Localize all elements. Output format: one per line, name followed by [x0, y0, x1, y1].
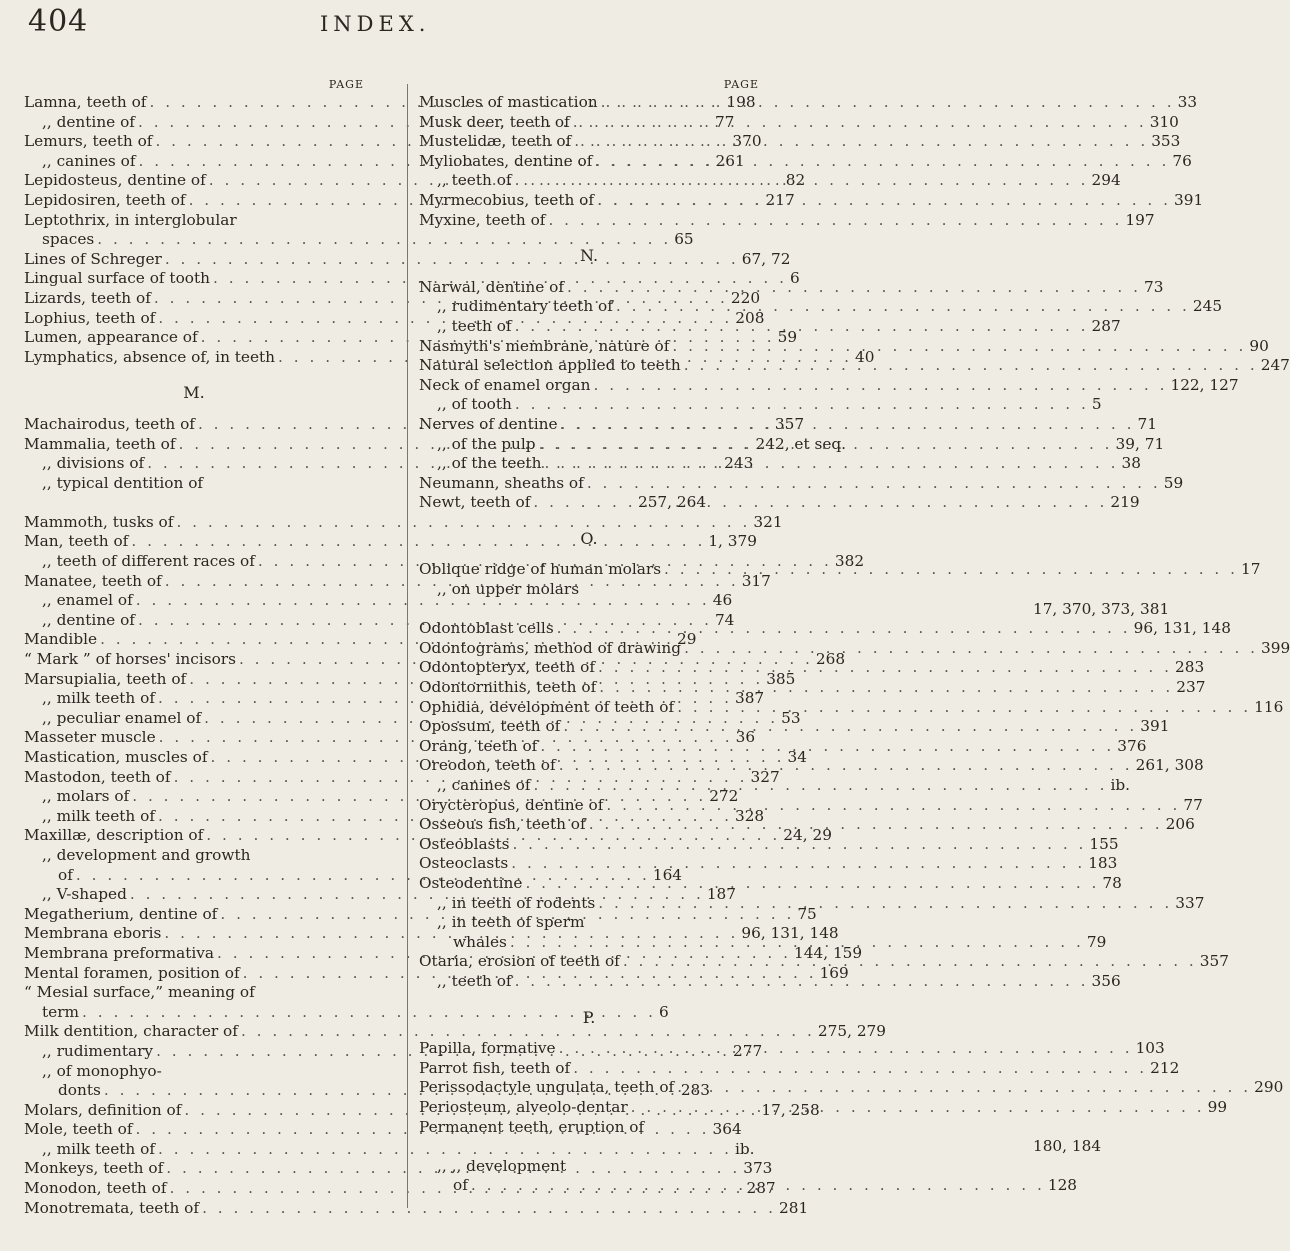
index-pages: 370	[732, 132, 762, 151]
index-term: Oblique ridge of human molars	[419, 560, 662, 579]
leader-dots	[598, 894, 1172, 914]
index-term: Mastodon, teeth of	[24, 767, 171, 786]
section-letter-m: M.	[183, 383, 205, 403]
index-entry	[24, 1062, 364, 1082]
index-pages: 310	[1149, 112, 1179, 131]
index-term: Lizards, teeth of	[24, 288, 151, 307]
index-pages: 353	[1151, 132, 1181, 151]
leader-dots	[559, 1039, 1133, 1059]
index-pages: 357	[774, 414, 805, 433]
index-pages: 144, 159	[794, 943, 863, 962]
index-term: ,, peculiar enamel of	[42, 708, 202, 727]
index-term: ,, milk teeth of	[42, 689, 155, 708]
index-term: Odontograms, method of drawing	[419, 638, 682, 657]
leader-dots	[567, 278, 1141, 298]
index-pages: 34	[787, 748, 807, 766]
index-pages: 5	[1091, 395, 1102, 414]
index-pages: 197	[1125, 210, 1155, 229]
index-pages: 73	[1144, 277, 1164, 296]
index-pages: ib.	[734, 1139, 755, 1158]
index-entry	[24, 512, 783, 533]
index-term: Osteodentine	[419, 873, 523, 892]
index-pages: 164	[652, 865, 683, 884]
index-pages: 212	[1150, 1058, 1180, 1077]
index-pages: 287	[1091, 316, 1121, 335]
index-entry	[24, 532, 757, 552]
index-term: Monkeys, teeth of	[24, 1159, 164, 1178]
index-term: ,, of monophyo-	[42, 1061, 162, 1080]
index-pages: 59	[1163, 473, 1184, 492]
index-pages: 391	[1174, 190, 1204, 209]
index-term: Mastication, muscles of	[24, 748, 208, 766]
index-pages: 74	[714, 610, 735, 629]
page-column-label: PAGE	[328, 78, 364, 91]
index-pages: 33	[1177, 93, 1198, 111]
index-term: Lamna, teeth of	[24, 93, 147, 111]
index-pages: 385	[766, 669, 796, 688]
index-term: Lymphatics, absence of, in teeth	[24, 347, 276, 366]
leader-dots	[599, 678, 1173, 698]
index-term: ,, teeth of	[437, 971, 512, 990]
index-term: ,, rudimentary teeth of	[437, 297, 613, 316]
index-pages: 243	[724, 454, 754, 473]
index-term: Narwal, dentine of	[419, 277, 565, 296]
index-term: ,, teeth of different races of	[42, 552, 255, 571]
index-term: Manatee, teeth of	[24, 571, 162, 590]
index-term: ,, V-shaped	[42, 885, 127, 904]
index-term: ,, of tooth	[437, 395, 512, 414]
index-pages: 24, 29	[783, 826, 832, 845]
index-pages: 128	[1047, 1176, 1078, 1195]
index-pages: 82	[785, 171, 806, 190]
index-pages: 261, 308	[1135, 756, 1204, 775]
index-entry	[419, 1078, 1284, 1098]
index-pages: 76	[1172, 151, 1192, 170]
index-entry	[419, 638, 1290, 659]
index-term: ,, canines of	[42, 151, 136, 170]
index-entry	[419, 1137, 1102, 1157]
index-term: whales	[453, 932, 507, 951]
index-pages: 272	[709, 787, 739, 806]
index-term: Mental foramen, position of	[24, 963, 240, 982]
index-term: Otaria, erosion of teeth of	[419, 952, 620, 971]
leader-dots	[594, 376, 1168, 396]
leader-dots	[677, 1078, 1251, 1098]
leader-dots	[631, 1098, 1205, 1118]
leader-dots	[664, 560, 1238, 580]
index-entry	[419, 854, 1118, 874]
index-pages: 67, 72	[741, 249, 791, 268]
index-pages: 40	[855, 347, 875, 366]
index-term: Permanent teeth, eruption of	[419, 1117, 645, 1136]
index-term: “ Mesial surface,” meaning of	[24, 983, 255, 1002]
index-term: ,, in teeth of sperm	[437, 913, 585, 932]
index-pages: 387	[734, 689, 765, 708]
index-term: Milk dentition, character of	[24, 1022, 238, 1041]
leader-dots	[684, 639, 1258, 659]
index-pages: 206	[1165, 815, 1195, 834]
leader-dots	[598, 658, 1172, 678]
index-term: Opossum, teeth of	[419, 717, 561, 736]
index-pages: 373	[743, 1159, 773, 1178]
index-entry	[24, 1022, 887, 1042]
leader-dots	[587, 474, 1161, 494]
index-entry	[419, 151, 1192, 172]
index-pages: 96, 131, 148	[741, 924, 839, 943]
index-entry	[419, 473, 1184, 494]
index-term: donts	[58, 1081, 101, 1100]
index-term: Monotremata, teeth of	[24, 1198, 200, 1217]
index-term: Mole, teeth of	[24, 1120, 133, 1139]
index-term: Man, teeth of	[24, 532, 129, 551]
index-pages: 217	[765, 190, 795, 209]
index-entry	[24, 249, 791, 270]
index-term: ,, ,, development	[437, 1156, 567, 1175]
index-term: Marsupialia, teeth of	[24, 669, 187, 688]
index-pages: 337	[1175, 893, 1205, 912]
leader-dots	[548, 211, 1122, 231]
index-pages: 357	[1199, 952, 1229, 971]
index-term: Monodon, teeth of	[24, 1179, 167, 1198]
leader-dots	[573, 113, 1147, 133]
index-term: Lumen, appearance of	[24, 328, 198, 347]
leader-dots	[677, 698, 1251, 718]
index-term: Mammalia, teeth of	[24, 434, 176, 453]
page-number: 404	[28, 4, 89, 39]
index-term: Ophidia, development of teeth of	[419, 697, 675, 716]
index-entry	[419, 1157, 759, 1177]
index-pages: 38	[1121, 454, 1141, 473]
index-term: Lepidosiren, teeth of	[24, 190, 186, 209]
index-pages: 46	[712, 591, 733, 610]
index-pages: 1, 379	[708, 532, 757, 551]
index-entry	[419, 454, 1141, 474]
index-pages: 281	[779, 1198, 809, 1217]
index-pages: 78	[1102, 873, 1122, 892]
index-term: Lines of Schreger	[24, 249, 162, 268]
leader-dots	[471, 1176, 1045, 1196]
index-pages: 90	[1249, 336, 1269, 355]
index-pages: 382	[834, 552, 865, 571]
index-pages: 75	[797, 904, 817, 923]
index-term: Papilla, formative	[419, 1039, 556, 1058]
index-pages: 268	[815, 650, 846, 669]
index-entry	[419, 1118, 759, 1138]
index-pages: ib.	[1110, 776, 1131, 794]
index-pages: 77	[714, 112, 735, 131]
index-term: Orang, teeth of	[419, 736, 538, 755]
index-entry	[419, 580, 759, 600]
index-pages: 245	[1192, 297, 1223, 316]
index-entry	[24, 230, 694, 250]
index-term: Musk deer, teeth of	[419, 112, 570, 131]
index-pages: 103	[1135, 1039, 1165, 1058]
index-term: ,, canines of	[437, 776, 531, 794]
index-pages: 219	[1110, 493, 1140, 512]
index-term: Molars, definition of	[24, 1100, 182, 1119]
leader-dots	[534, 776, 1108, 796]
index-pages: 79	[1086, 932, 1107, 951]
index-term: Lingual surface of tooth	[24, 269, 210, 288]
index-term: ,, milk teeth of	[42, 806, 155, 825]
index-pages: 59	[777, 328, 798, 347]
leader-dots	[510, 933, 1084, 953]
leader-dots	[557, 619, 1131, 639]
index-term: Nerves of dentine	[419, 414, 558, 433]
index-term: Nasmyth's membrane, nature of	[419, 336, 670, 355]
index-entry	[419, 599, 1170, 620]
index-entry	[419, 873, 1122, 894]
column-divider	[407, 84, 408, 1208]
index-pages: 39, 71	[1115, 434, 1165, 453]
index-entry	[24, 1198, 809, 1219]
index-term: Osteoblasts	[419, 834, 510, 853]
index-term: Oreodon, teeth of	[419, 756, 556, 775]
leader-dots	[595, 152, 1169, 172]
index-pages: 220	[730, 288, 761, 307]
leader-dots	[545, 454, 1119, 474]
index-term: Newt, teeth of	[419, 493, 531, 512]
section-letter-n: N.	[579, 246, 599, 266]
index-term: Mammoth, tusks of	[24, 512, 174, 531]
index-term: Megatherium, dentine of	[24, 904, 218, 923]
running-head: INDEX.	[320, 12, 431, 36]
index-entry	[419, 112, 1179, 133]
index-pages: 247	[1260, 356, 1290, 375]
index-pages: 96, 131, 148	[1133, 619, 1231, 638]
index-pages: 65	[674, 230, 694, 249]
index-pages: 391	[1140, 717, 1170, 736]
leader-dots	[540, 737, 1114, 757]
leader-dots	[533, 493, 1107, 513]
index-term: Lemurs, teeth of	[24, 132, 153, 151]
index-entry	[419, 132, 1181, 152]
leader-dots	[525, 874, 1099, 894]
leader-dots	[511, 854, 1085, 874]
leader-dots	[623, 952, 1197, 972]
leader-dots	[515, 171, 1089, 191]
index-term: Membrana eboris	[24, 924, 162, 943]
index-term: Osteoclasts	[419, 854, 509, 873]
index-pages: 277	[733, 1041, 763, 1060]
index-term: Machairodus, teeth of	[24, 414, 195, 433]
leader-dots	[573, 1059, 1147, 1079]
index-pages: 53	[781, 708, 801, 727]
index-entry	[419, 1058, 1180, 1079]
index-term: Mustelidæ, teeth of	[419, 132, 572, 151]
index-entry	[24, 1002, 669, 1023]
index-pages: 6	[789, 269, 800, 288]
index-pages: 261	[715, 151, 745, 170]
index-term: of	[58, 865, 73, 884]
index-pages: 169	[819, 963, 849, 982]
index-pages: 294	[1091, 171, 1121, 190]
index-pages: 17, 258	[761, 1100, 820, 1119]
leader-dots	[672, 337, 1246, 357]
index-entry	[419, 913, 759, 933]
index-pages: 283	[680, 1081, 711, 1100]
index-entry	[24, 1139, 755, 1160]
leader-dots	[597, 191, 1171, 211]
index-term: Odontopteryx, teeth of	[419, 658, 596, 677]
index-term: Periosteum, alveolo-dentar	[419, 1097, 628, 1116]
index-term: ,, of the teeth	[437, 454, 542, 473]
index-term: Parrot fish, teeth of	[419, 1058, 571, 1077]
index-term: Odontornithis, teeth of	[419, 678, 597, 697]
index-entry	[419, 619, 1231, 639]
index-pages: 242, et seq.	[755, 434, 847, 453]
index-term: Neumann, sheaths of	[419, 473, 584, 492]
index-term: ,, on upper molars	[437, 580, 580, 599]
index-pages: 36	[735, 728, 756, 747]
leader-dots	[606, 796, 1180, 816]
index-pages: 17	[1241, 560, 1261, 579]
index-entry	[24, 1179, 776, 1199]
section-letter-o: O.	[580, 528, 598, 548]
index-pages: 290	[1254, 1078, 1284, 1097]
index-pages: 122, 127	[1170, 375, 1239, 394]
index-pages: 116	[1254, 697, 1284, 716]
index-term: Osseous fish, teeth of	[419, 815, 586, 834]
index-term: Neck of enamel organ	[419, 375, 591, 394]
index-entry	[419, 375, 1239, 396]
leader-dots	[601, 93, 1175, 113]
index-term: Muscles of mastication	[419, 93, 598, 111]
index-term: Leptothrix, in interglobular	[24, 210, 237, 229]
index-entry	[419, 493, 1140, 513]
index-term: Membrana preformativa	[24, 943, 215, 962]
leader-dots	[563, 717, 1137, 737]
index-pages: 155	[1089, 834, 1119, 853]
index-pages: 6	[659, 1002, 669, 1021]
index-term: Orycteropus, dentine of	[419, 795, 604, 814]
leader-dots	[539, 435, 1113, 455]
index-pages: 257, 264	[637, 493, 707, 512]
index-pages: 198	[726, 93, 756, 111]
index-entry	[24, 591, 733, 611]
index-pages: 317	[741, 571, 771, 590]
index-term: ,, of the pulp	[437, 434, 536, 453]
index-pages: 364	[712, 1120, 742, 1139]
index-term: Odontoblast cells	[419, 619, 554, 638]
index-pages: 183	[1088, 854, 1118, 873]
index-entry	[24, 308, 765, 329]
index-term: Myliobates, dentine of	[419, 151, 593, 170]
index-pages: 99	[1207, 1097, 1228, 1116]
leader-dots	[589, 815, 1163, 835]
index-pages: 71	[1137, 414, 1157, 433]
index-pages: 275, 279	[817, 1022, 887, 1041]
leader-dots	[515, 317, 1089, 337]
index-entry	[24, 983, 364, 1003]
index-entry	[24, 474, 364, 494]
index-term: Perissodactyle ungulata, teeth of	[419, 1078, 675, 1097]
index-pages: 328	[734, 806, 765, 825]
index-pages: 17, 370, 373, 381	[1032, 599, 1170, 618]
index-term: ,, typical dentition of	[42, 473, 204, 492]
index-term: Myxine, teeth of	[419, 210, 546, 229]
leader-dots	[561, 415, 1135, 435]
index-pages: 180, 184	[1032, 1137, 1102, 1156]
leader-dots	[202, 1199, 776, 1219]
index-term: term	[42, 1002, 80, 1021]
leader-dots	[512, 835, 1086, 855]
index-term: ,, rudimentary	[42, 1041, 154, 1060]
index-entry	[24, 211, 364, 231]
index-term: Masseter muscle	[24, 728, 156, 747]
page-column-label: PAGE	[723, 78, 759, 91]
index-pages: 356	[1091, 971, 1121, 990]
index-term: ,, enamel of	[42, 591, 133, 610]
index-term: ,, divisions of	[42, 454, 145, 473]
leader-dots	[616, 297, 1190, 317]
index-pages: 77	[1183, 795, 1203, 814]
index-pages: 237	[1176, 678, 1206, 697]
leader-dots	[515, 395, 1089, 415]
index-entry	[24, 846, 364, 866]
index-entry	[419, 210, 1155, 231]
index-term: Natural selection applied to teeth	[419, 356, 681, 375]
index-pages: 399	[1261, 638, 1290, 657]
index-term: ,, dentine of	[42, 610, 135, 629]
index-term: “ Mark ” of horses' incisors	[24, 650, 236, 669]
index-term: ,, molars of	[42, 787, 130, 806]
index-entry	[419, 395, 1102, 415]
index-term: ,, teeth of	[437, 316, 512, 335]
index-pages: 327	[750, 767, 780, 786]
index-term: Lepidosteus, dentine of	[24, 171, 206, 190]
leader-dots	[559, 756, 1133, 776]
leader-dots	[515, 972, 1089, 992]
index-term: ,, development and growth	[42, 845, 251, 864]
index-term: ,, in teeth of rodents	[437, 893, 596, 912]
index-entry	[419, 93, 1198, 113]
section-letter-p: P.	[582, 1007, 596, 1027]
index-pages: 376	[1117, 736, 1147, 755]
index-term: Myrmecobius, teeth of	[419, 190, 595, 209]
index-pages: 187	[706, 885, 737, 904]
leader-dots	[574, 132, 1148, 152]
index-term: of	[453, 1176, 468, 1195]
index-term: Lophius, teeth of	[24, 308, 156, 327]
index-term: Mandible	[24, 630, 98, 649]
index-pages: 287	[746, 1179, 776, 1198]
index-pages: 208	[735, 308, 765, 327]
index-pages: 321	[753, 512, 783, 531]
index-term: Maxillæ, description of	[24, 826, 204, 845]
index-term: ,, dentine of	[42, 112, 135, 131]
index-term: ,, milk teeth of	[42, 1139, 155, 1158]
index-pages: 29	[677, 630, 697, 649]
index-term: spaces	[42, 230, 95, 249]
index-pages: 283	[1175, 658, 1205, 677]
index-entry	[419, 1039, 1165, 1059]
index-term: ,, teeth of	[437, 171, 512, 190]
leader-dots	[684, 356, 1258, 376]
